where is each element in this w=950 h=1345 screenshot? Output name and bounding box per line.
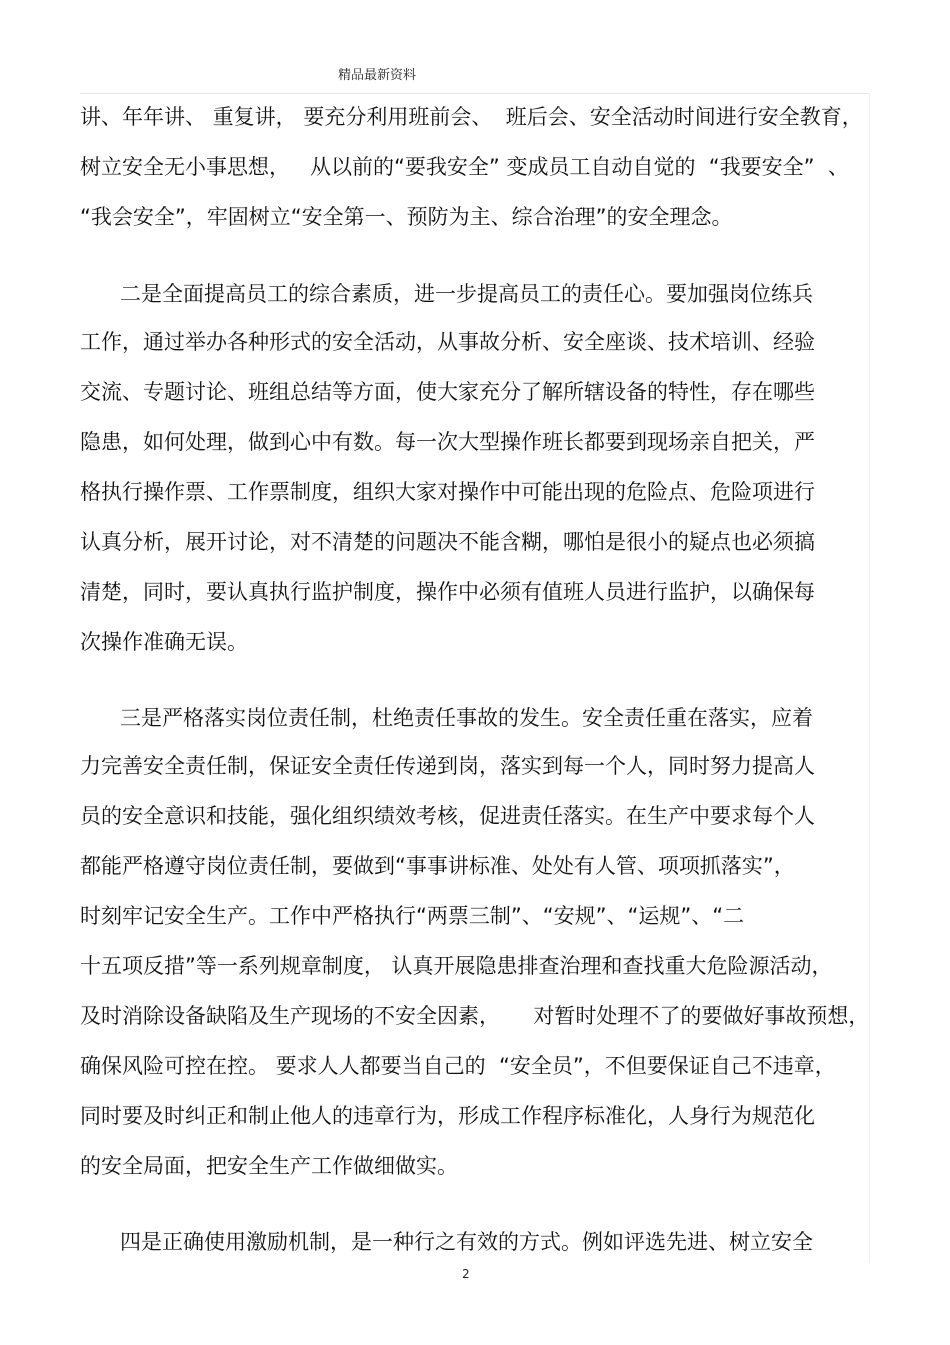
body-line: 交流、专题讨论、班组总结等方面，使大家充分了解所辖设备的特性，存在哪些 <box>80 380 815 404</box>
body-line: 树立安全无小事思想， 从以前的“要我安全” 变成员工自动自觉的 “我要安全” 、 <box>80 155 849 179</box>
paragraph-start-line: 三是严格落实岗位责任制，杜绝责任事故的发生。安全责任重在落实，应着 <box>120 706 813 730</box>
body-line: 时刻牢记安全生产。工作中严格执行“两票三制”、“安规”、“运规”、“二 <box>80 904 745 928</box>
body-line: 隐患，如何处理，做到心中有数。每一次大型操作班长都要到现场亲自把关，严 <box>80 430 815 454</box>
body-line: 认真分析，展开讨论，对不清楚的问题决不能含糊，哪怕是很小的疑点也必须搞 <box>80 530 815 554</box>
body-line: 次操作准确无误。 <box>80 630 248 654</box>
paragraph-start-line: 二是全面提高员工的综合素质，进一步提高员工的责任心。要加强岗位练兵 <box>120 282 813 306</box>
body-line: 格执行操作票、工作票制度，组织大家对操作中可能出现的危险点、危险项进行 <box>80 480 815 504</box>
body-line: 力完善安全责任制，保证安全责任传递到岗，落实到每一个人，同时努力提高人 <box>80 754 815 778</box>
page-number: 2 <box>462 1267 470 1281</box>
body-line: 都能严格遵守岗位责任制，要做到“事事讲标准、处处有人管、项项抓落实”， <box>80 854 795 878</box>
body-line: 十五项反措”等一系列规章制度， 认真开展隐患排查治理和查找重大危险源活动， <box>80 954 833 978</box>
body-line: 同时要及时纠正和制止他人的违章行为，形成工作程序标准化，人身行为规范化 <box>80 1104 815 1128</box>
body-line: 工作，通过举办各种形式的安全活动，从事故分析、安全座谈、技术培训、经验 <box>80 330 815 354</box>
body-line: 员的安全意识和技能，强化组织绩效考核，促进责任落实。在生产中要求每个人 <box>80 804 815 828</box>
body-line: 的安全局面，把安全生产工作做细做实。 <box>80 1154 458 1178</box>
body-line: 及时消除设备缺陷及生产现场的不安全因素， 对暂时处理不了的要做好事故预想， <box>80 1004 870 1028</box>
page-header: 精品最新资料 <box>338 68 417 83</box>
right-margin-rule <box>869 93 870 1263</box>
paragraph-start-line: 四是正确使用激励机制，是一种行之有效的方式。例如评选先进、树立安全 <box>120 1230 813 1254</box>
body-line: “我会安全”，牢固树立“安全第一、预防为主、综合治理”的安全理念。 <box>80 205 733 229</box>
body-line: 清楚，同时，要认真执行监护制度，操作中必须有值班人员进行监护，以确保每 <box>80 580 815 604</box>
body-line: 讲、年年讲、 重复讲， 要充分利用班前会、 班后会、安全活动时间进行安全教育， <box>80 105 863 129</box>
header-divider <box>80 93 870 94</box>
body-line: 确保风险可控在控。 要求人人都要当自己的 “安全员”，不但要保证自己不违章， <box>80 1054 836 1078</box>
